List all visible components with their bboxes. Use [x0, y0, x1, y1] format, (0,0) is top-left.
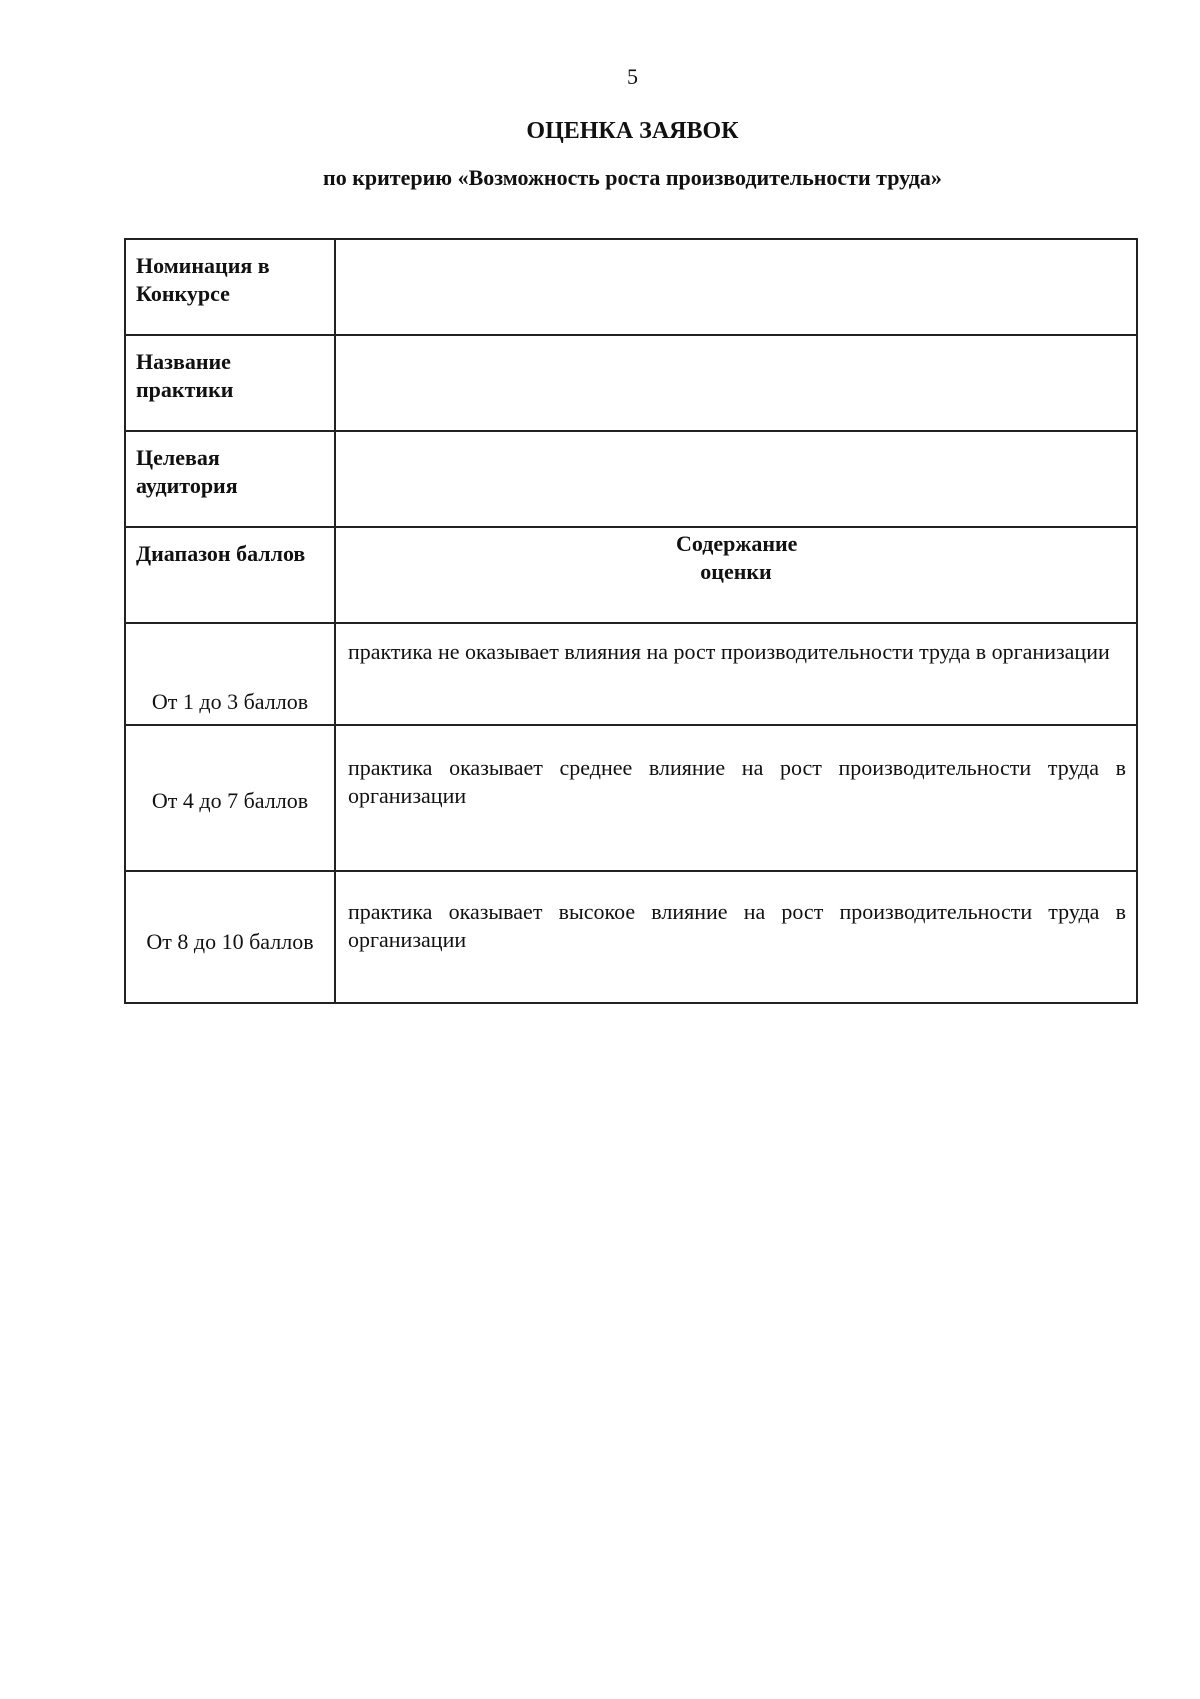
score-range: От 1 до 3 баллов: [125, 623, 335, 725]
range-header: Диапазон баллов: [125, 527, 335, 623]
content-header-text: Содержание оценки: [676, 531, 798, 584]
document-title: ОЦЕНКА ЗАЯВОК: [526, 118, 739, 144]
table-row: [125, 871, 1137, 1003]
target-audience-label: Целевая аудитория: [125, 431, 335, 527]
table-row: [125, 725, 1137, 871]
score-description: практика не оказывает влияния на рост производительности труда в организации: [335, 623, 1137, 725]
practice-name-label: Название практики: [125, 335, 335, 431]
table-row-header: [125, 527, 1137, 623]
page-number: 5: [627, 64, 638, 89]
practice-name-value: [335, 335, 1137, 431]
table-row-practice-name: [125, 335, 1137, 431]
document-subtitle: по критерию «Возможность роста производительности труда»: [323, 165, 942, 190]
score-description: практика оказывает среднее влияние на рост производительности труда в организации: [335, 725, 1137, 871]
target-audience-value: [335, 431, 1137, 527]
table-row-target-audience: [125, 431, 1137, 527]
table-row: [125, 623, 1137, 725]
score-description: практика оказывает высокое влияние на рост производительности труда в организации: [335, 871, 1137, 1003]
score-range: От 4 до 7 баллов: [125, 725, 335, 871]
evaluation-table: [124, 238, 1138, 1004]
score-range: От 8 до 10 баллов: [125, 871, 335, 1003]
content-header: [335, 527, 1137, 623]
nomination-label: Номинация в Конкурсе: [125, 239, 335, 335]
nomination-value: [335, 239, 1137, 335]
table-row-nomination: [125, 239, 1137, 335]
